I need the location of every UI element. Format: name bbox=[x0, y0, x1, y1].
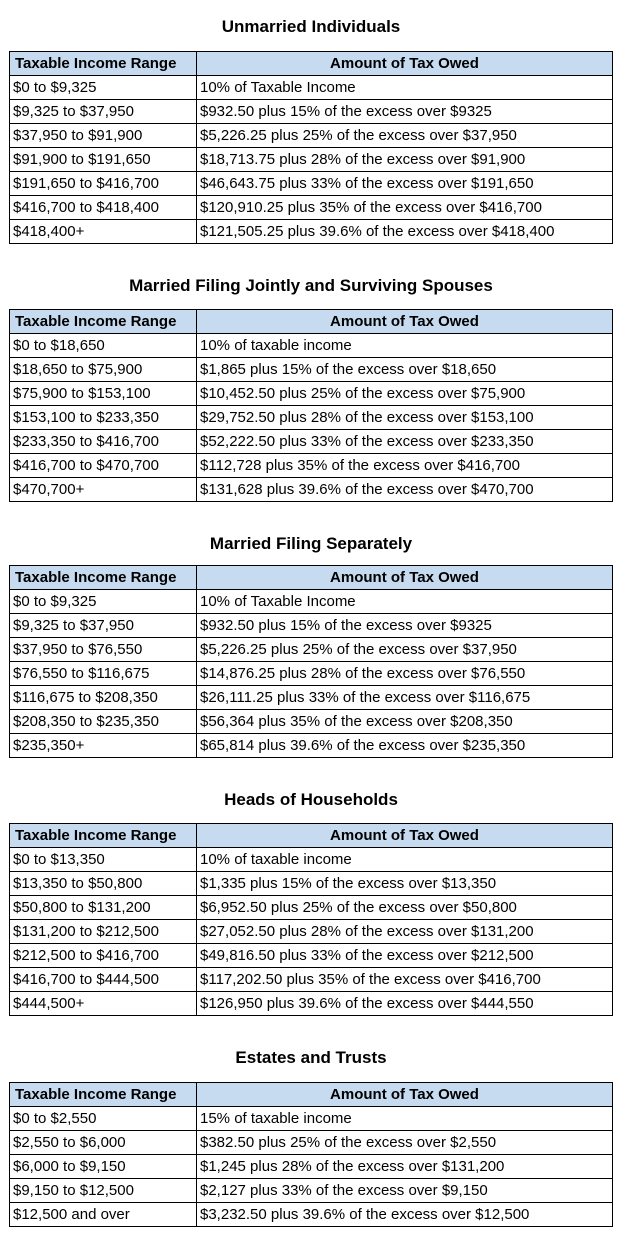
table-row bbox=[10, 148, 613, 172]
tax-owed-cell: $56,364 plus 35% of the excess over $208,350 bbox=[197, 710, 613, 734]
tax-owed-cell: $932.50 plus 15% of the excess over $9325 bbox=[197, 100, 613, 124]
tax-owed-cell: $65,814 plus 39.6% of the excess over $235,350 bbox=[197, 734, 613, 758]
column-header-range: Taxable Income Range bbox=[10, 310, 197, 334]
tax-owed-cell: $14,876.25 plus 28% of the excess over $76,550 bbox=[197, 662, 613, 686]
column-header-range: Taxable Income Range bbox=[10, 1083, 197, 1107]
section-title: Unmarried Individuals bbox=[221, 17, 401, 36]
table-row bbox=[10, 334, 613, 358]
tax-owed-cell: $382.50 plus 25% of the excess over $2,550 bbox=[197, 1131, 613, 1155]
table-row bbox=[10, 944, 613, 968]
tax-owed-cell: $2,127 plus 33% of the excess over $9,150 bbox=[197, 1179, 613, 1203]
range-cell: $416,700 to $418,400 bbox=[10, 196, 197, 220]
table-row bbox=[10, 220, 613, 244]
table-row bbox=[10, 76, 613, 100]
range-cell: $233,350 to $416,700 bbox=[10, 430, 197, 454]
section-heads-of-households bbox=[0, 789, 622, 811]
tax-table bbox=[9, 823, 613, 1016]
table-header-row bbox=[10, 1083, 613, 1107]
table-row bbox=[10, 406, 613, 430]
tax-owed-cell: $46,643.75 plus 33% of the excess over $191,650 bbox=[197, 172, 613, 196]
table-header-row bbox=[10, 52, 613, 76]
range-cell: $235,350+ bbox=[10, 734, 197, 758]
tax-owed-cell: $120,910.25 plus 35% of the excess over $416,700 bbox=[197, 196, 613, 220]
range-cell: $0 to $18,650 bbox=[10, 334, 197, 358]
table-row bbox=[10, 1179, 613, 1203]
range-cell: $208,350 to $235,350 bbox=[10, 710, 197, 734]
column-header-owed: Amount of Tax Owed bbox=[197, 1083, 613, 1107]
range-cell: $470,700+ bbox=[10, 478, 197, 502]
range-cell: $0 to $2,550 bbox=[10, 1107, 197, 1131]
range-cell: $131,200 to $212,500 bbox=[10, 920, 197, 944]
range-cell: $212,500 to $416,700 bbox=[10, 944, 197, 968]
range-cell: $0 to $9,325 bbox=[10, 76, 197, 100]
tax-owed-cell: $49,816.50 plus 33% of the excess over $212,500 bbox=[197, 944, 613, 968]
range-cell: $0 to $13,350 bbox=[10, 848, 197, 872]
tax-owed-cell: 10% of taxable income bbox=[197, 848, 613, 872]
column-header-owed: Amount of Tax Owed bbox=[197, 52, 613, 76]
range-cell: $444,500+ bbox=[10, 992, 197, 1016]
table-row bbox=[10, 382, 613, 406]
range-cell: $37,950 to $76,550 bbox=[10, 638, 197, 662]
tax-owed-cell: $3,232.50 plus 39.6% of the excess over $12,500 bbox=[197, 1203, 613, 1227]
range-cell: $18,650 to $75,900 bbox=[10, 358, 197, 382]
table-row bbox=[10, 614, 613, 638]
table-row bbox=[10, 968, 613, 992]
table-row bbox=[10, 478, 613, 502]
tax-owed-cell: $27,052.50 plus 28% of the excess over $131,200 bbox=[197, 920, 613, 944]
table-row bbox=[10, 1131, 613, 1155]
tax-owed-cell: $5,226.25 plus 25% of the excess over $37,950 bbox=[197, 638, 613, 662]
tax-owed-cell: 15% of taxable income bbox=[197, 1107, 613, 1131]
table-row bbox=[10, 848, 613, 872]
table-row bbox=[10, 662, 613, 686]
column-header-range: Taxable Income Range bbox=[10, 824, 197, 848]
tax-owed-cell: $121,505.25 plus 39.6% of the excess over $418,400 bbox=[197, 220, 613, 244]
column-header-range: Taxable Income Range bbox=[10, 566, 197, 590]
range-cell: $418,400+ bbox=[10, 220, 197, 244]
range-cell: $0 to $9,325 bbox=[10, 590, 197, 614]
table-row bbox=[10, 872, 613, 896]
table-row bbox=[10, 896, 613, 920]
tax-table bbox=[9, 565, 613, 758]
tax-owed-cell: 10% of Taxable Income bbox=[197, 590, 613, 614]
table-row bbox=[10, 196, 613, 220]
range-cell: $416,700 to $444,500 bbox=[10, 968, 197, 992]
tax-owed-cell: $1,865 plus 15% of the excess over $18,650 bbox=[197, 358, 613, 382]
range-cell: $191,650 to $416,700 bbox=[10, 172, 197, 196]
table-header-row bbox=[10, 310, 613, 334]
tax-owed-cell: $1,335 plus 15% of the excess over $13,350 bbox=[197, 872, 613, 896]
tax-table bbox=[9, 1082, 613, 1227]
range-cell: $9,150 to $12,500 bbox=[10, 1179, 197, 1203]
column-header-owed: Amount of Tax Owed bbox=[197, 310, 613, 334]
range-cell: $416,700 to $470,700 bbox=[10, 454, 197, 478]
table-row bbox=[10, 454, 613, 478]
range-cell: $9,325 to $37,950 bbox=[10, 100, 197, 124]
range-cell: $9,325 to $37,950 bbox=[10, 614, 197, 638]
tax-owed-cell: $18,713.75 plus 28% of the excess over $91,900 bbox=[197, 148, 613, 172]
section-married-separately bbox=[0, 533, 622, 555]
range-cell: $2,550 to $6,000 bbox=[10, 1131, 197, 1155]
tax-owed-cell: $117,202.50 plus 35% of the excess over $416,700 bbox=[197, 968, 613, 992]
section-title: Married Filing Jointly and Surviving Spouses bbox=[129, 276, 493, 295]
table-row bbox=[10, 100, 613, 124]
section-estates-and-trusts bbox=[0, 1047, 622, 1069]
table-row bbox=[10, 1155, 613, 1179]
table-row bbox=[10, 992, 613, 1016]
range-cell: $6,000 to $9,150 bbox=[10, 1155, 197, 1179]
column-header-owed: Amount of Tax Owed bbox=[197, 566, 613, 590]
table-row bbox=[10, 1107, 613, 1131]
range-cell: $153,100 to $233,350 bbox=[10, 406, 197, 430]
section-title: Married Filing Separately bbox=[209, 534, 413, 553]
tax-owed-cell: $112,728 plus 35% of the excess over $416,700 bbox=[197, 454, 613, 478]
tax-owed-cell: $932.50 plus 15% of the excess over $9325 bbox=[197, 614, 613, 638]
tax-owed-cell: $126,950 plus 39.6% of the excess over $444,550 bbox=[197, 992, 613, 1016]
table-row bbox=[10, 1203, 613, 1227]
range-cell: $76,550 to $116,675 bbox=[10, 662, 197, 686]
range-cell: $91,900 to $191,650 bbox=[10, 148, 197, 172]
table-row bbox=[10, 686, 613, 710]
tax-owed-cell: $52,222.50 plus 33% of the excess over $233,350 bbox=[197, 430, 613, 454]
tax-owed-cell: $5,226.25 plus 25% of the excess over $37,950 bbox=[197, 124, 613, 148]
table-row bbox=[10, 172, 613, 196]
table-row bbox=[10, 358, 613, 382]
tax-owed-cell: 10% of taxable income bbox=[197, 334, 613, 358]
tax-owed-cell: $10,452.50 plus 25% of the excess over $75,900 bbox=[197, 382, 613, 406]
tax-owed-cell: $131,628 plus 39.6% of the excess over $470,700 bbox=[197, 478, 613, 502]
table-header-row bbox=[10, 824, 613, 848]
range-cell: $37,950 to $91,900 bbox=[10, 124, 197, 148]
range-cell: $75,900 to $153,100 bbox=[10, 382, 197, 406]
column-header-range: Taxable Income Range bbox=[10, 52, 197, 76]
table-row bbox=[10, 430, 613, 454]
table-row bbox=[10, 920, 613, 944]
tax-owed-cell: $1,245 plus 28% of the excess over $131,200 bbox=[197, 1155, 613, 1179]
range-cell: $12,500 and over bbox=[10, 1203, 197, 1227]
section-unmarried-individuals bbox=[0, 16, 622, 38]
range-cell: $50,800 to $131,200 bbox=[10, 896, 197, 920]
range-cell: $13,350 to $50,800 bbox=[10, 872, 197, 896]
table-row bbox=[10, 638, 613, 662]
tax-owed-cell: $29,752.50 plus 28% of the excess over $153,100 bbox=[197, 406, 613, 430]
table-row bbox=[10, 734, 613, 758]
table-row bbox=[10, 590, 613, 614]
tax-owed-cell: $26,111.25 plus 33% of the excess over $116,675 bbox=[197, 686, 613, 710]
range-cell: $116,675 to $208,350 bbox=[10, 686, 197, 710]
section-title: Heads of Households bbox=[224, 790, 398, 809]
column-header-owed: Amount of Tax Owed bbox=[197, 824, 613, 848]
tax-table bbox=[9, 51, 613, 244]
tax-owed-cell: $6,952.50 plus 25% of the excess over $50,800 bbox=[197, 896, 613, 920]
table-row bbox=[10, 710, 613, 734]
section-title: Estates and Trusts bbox=[235, 1048, 387, 1067]
tax-owed-cell: 10% of Taxable Income bbox=[197, 76, 613, 100]
table-header-row bbox=[10, 566, 613, 590]
tax-table bbox=[9, 309, 613, 502]
table-row bbox=[10, 124, 613, 148]
section-married-jointly bbox=[0, 275, 622, 297]
